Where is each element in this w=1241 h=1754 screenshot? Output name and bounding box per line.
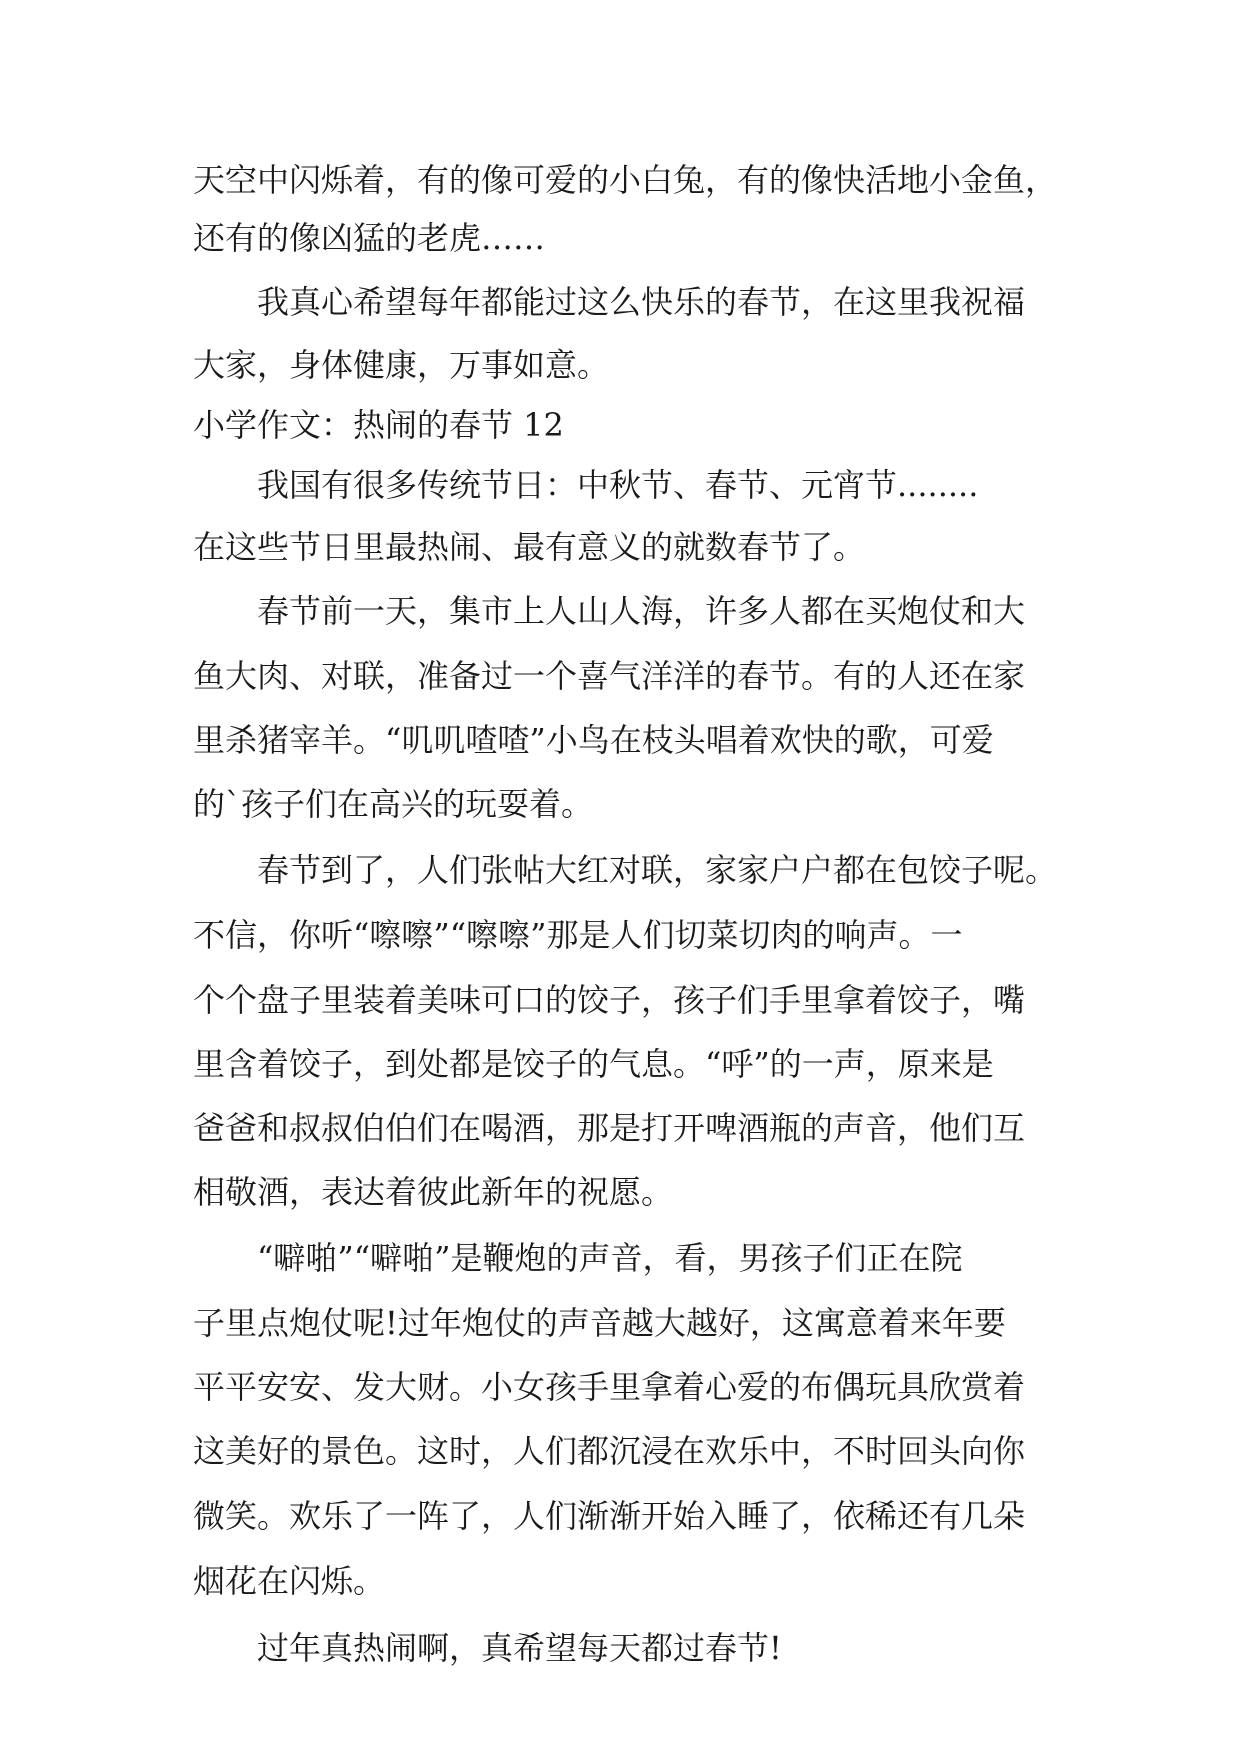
paragraph-first-line: “噼啪”“噼啪”是鞭炮的声音，看，男孩子们正在院	[257, 1239, 963, 1277]
text-line: 还有的像凶猛的老虎……	[193, 219, 546, 257]
text-line: 不信，你听“嚓嚓”“嚓嚓”那是人们切菜切肉的响声。一	[193, 916, 963, 954]
text-line: 个个盘子里装着美味可口的饺子，孩子们手里拿着饺子，嘴	[193, 981, 1026, 1019]
text-line: 大家，身体健康，万事如意。	[193, 346, 610, 384]
paragraph-first-line: 我国有很多传统节日：中秋节、春节、元宵节........	[257, 466, 979, 504]
text-line: 在这些节日里最热闹、最有意义的就数春节了。	[193, 528, 866, 566]
text-line: 天空中闪烁着，有的像可爱的小白兔，有的像快活地小金鱼，	[193, 161, 1058, 199]
paragraph-first-line: 过年真热闹啊，真希望每天都过春节!	[257, 1629, 782, 1667]
paragraph-first-line: 春节到了，人们张帖大红对联，家家户户都在包饺子呢。	[257, 851, 1058, 889]
text-line: 相敬酒，表达着彼此新年的祝愿。	[193, 1173, 674, 1211]
text-line: 里含着饺子，到处都是饺子的气息。“呼”的一声，原来是	[193, 1045, 994, 1083]
text-line: 平平安安、发大财。小女孩手里拿着心爱的布偶玩具欣赏着	[193, 1368, 1026, 1406]
text-line: 烟花在闪烁。	[193, 1562, 386, 1600]
text-line: 里杀猪宰羊。“叽叽喳喳”小鸟在枝头唱着欢快的歌，可爱	[193, 721, 994, 759]
paragraph-first-line: 春节前一天，集市上人山人海，许多人都在买炮仗和大	[257, 592, 1026, 630]
text-line: 爸爸和叔叔伯伯们在喝酒，那是打开啤酒瓶的声音，他们互	[193, 1109, 1026, 1147]
section-title: 小学作文：热闹的春节 12	[193, 406, 564, 444]
text-line: 微笑。欢乐了一阵了，人们渐渐开始入睡了，依稀还有几朵	[193, 1497, 1026, 1535]
text-line: 这美好的景色。这时，人们都沉浸在欢乐中，不时回头向你	[193, 1432, 1026, 1470]
paragraph-first-line: 我真心希望每年都能过这么快乐的春节，在这里我祝福	[257, 283, 1026, 321]
text-line: 鱼大肉、对联，准备过一个喜气洋洋的春节。有的人还在家	[193, 657, 1026, 695]
text-line: 的`孩子们在高兴的玩耍着。	[193, 785, 594, 823]
text-line: 子里点炮仗呢!过年炮仗的声音越大越好，这寓意着来年要	[193, 1304, 1006, 1342]
